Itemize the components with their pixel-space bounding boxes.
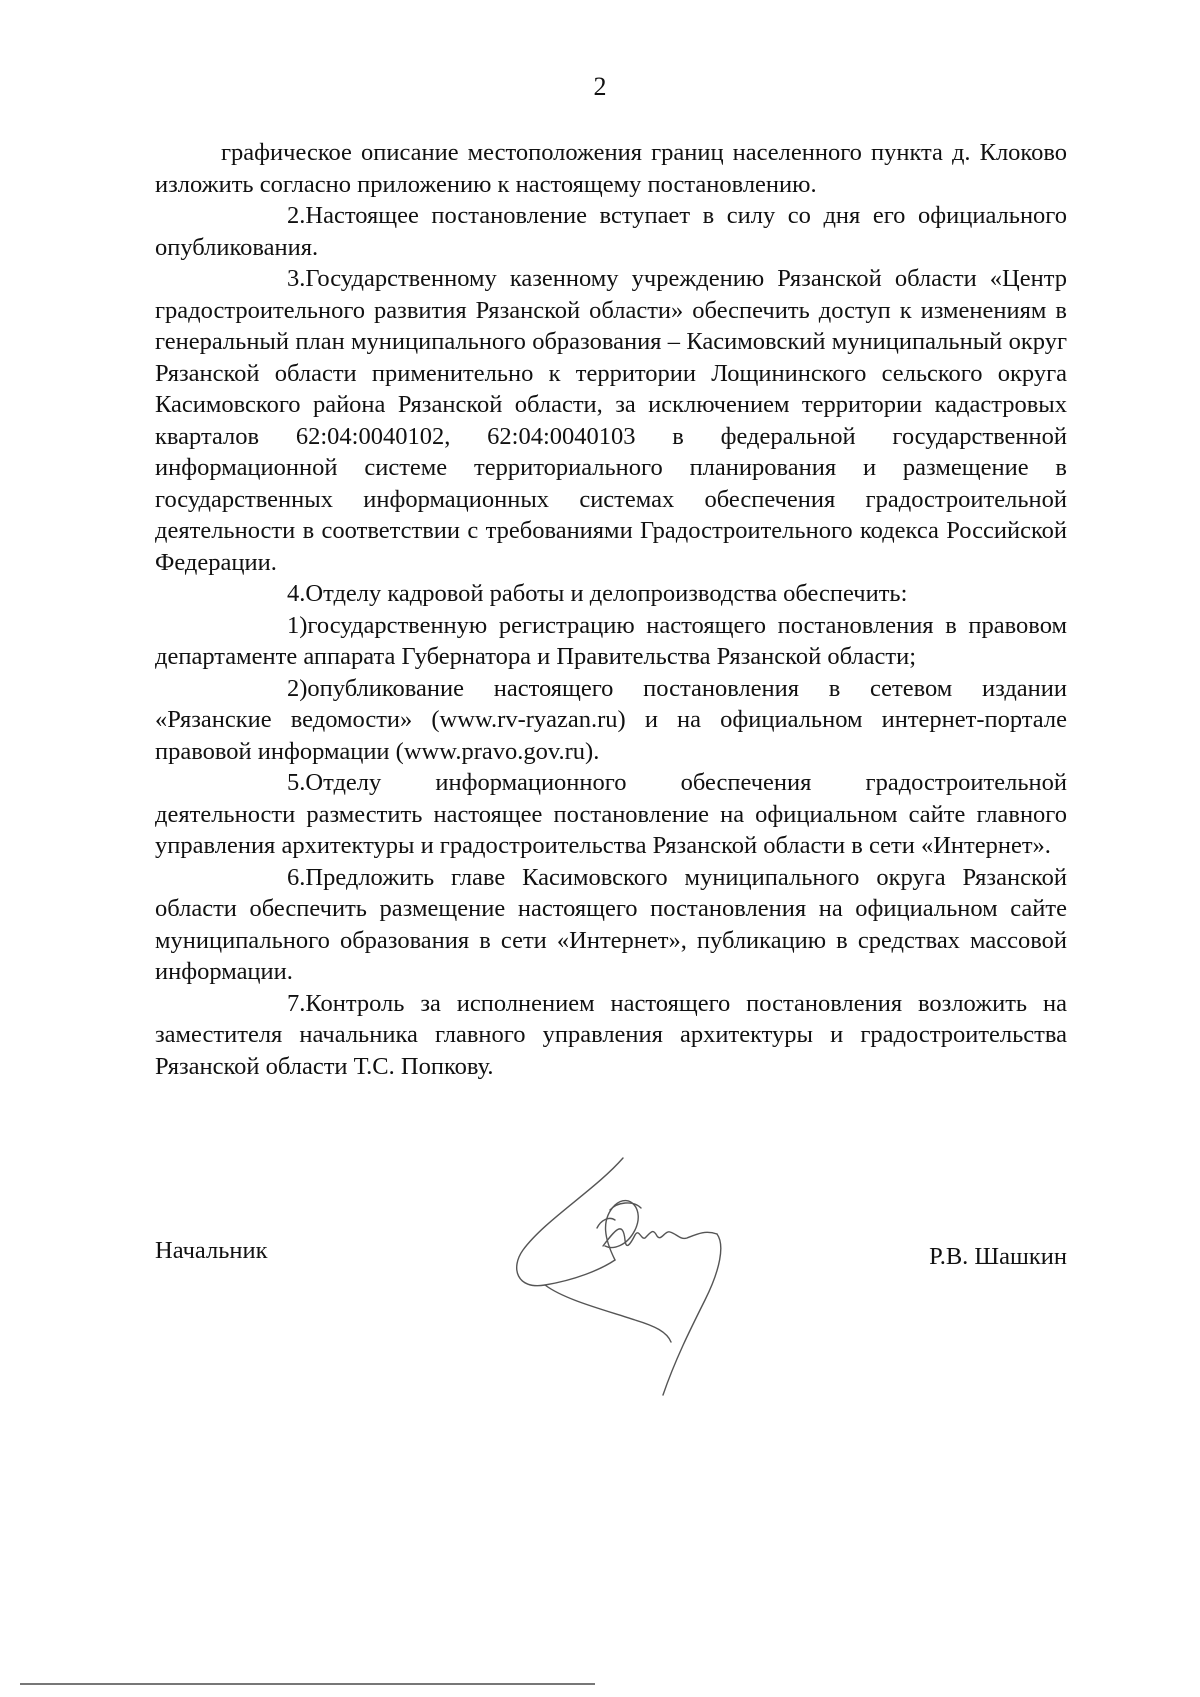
paragraph-text: Отделу информационного обеспечения градостроительной деятельности разместить настоящее постановление на официальном сайте главного управления архитектуры и градостроительства Рязанской области в сети «Интернет». — [155, 769, 1067, 859]
paragraph-4 — [155, 578, 1067, 610]
paragraph-5 — [155, 767, 1067, 862]
subparagraph-1 — [155, 610, 1067, 673]
paragraph-text: Настоящее постановление вступает в силу со дня его официального опубликования. — [155, 202, 1067, 261]
paragraph-number: 2. — [287, 202, 306, 229]
page-bottom-rule — [20, 1683, 595, 1685]
paragraph-7 — [155, 988, 1067, 1083]
signatory-name: Р.В. Шашкин — [929, 1243, 1067, 1270]
paragraph-number: 1) — [287, 611, 308, 639]
handwritten-signature — [505, 1150, 785, 1410]
paragraph-text: Предложить главе Касимовского муниципального округа Рязанской области обеспечить размещение настоящего постановления на официальном сайте муниципального образования в сети «Интернет», публикацию в средствах массовой информации. — [155, 863, 1067, 985]
paragraph-number: 3. — [287, 265, 306, 292]
paragraph-number: 4. — [287, 580, 306, 607]
paragraph-2 — [155, 200, 1067, 263]
paragraph-number: 6. — [287, 863, 306, 891]
paragraph-text: государственную регистрацию настоящего постановления в правовом департаменте аппарата Губернатора и Правительства Рязанской области; — [155, 611, 1067, 670]
paragraph-number: 2) — [287, 674, 308, 702]
signature-block — [155, 1237, 1067, 1277]
document-body — [155, 137, 1067, 1082]
signatory-title: Начальник — [155, 1237, 268, 1264]
paragraph-number: 5. — [287, 769, 306, 796]
paragraph-number: 7. — [287, 989, 306, 1017]
page-number: 2 — [593, 72, 607, 101]
paragraph-text: Отделу кадровой работы и делопроизводства обеспечить: — [305, 580, 908, 607]
paragraph-6 — [155, 862, 1067, 988]
paragraph-text: опубликование настоящего постановления в сетевом издании «Рязанские ведомости» (www.rv-ryazan.ru) и на официальном интернет-портале правовой информации (www.pravo.gov.ru). — [155, 674, 1067, 765]
paragraph-1-continuation: графическое описание местоположения границ населенного пункта д. Клоково изложить согласно приложению к настоящему постановлению. — [155, 139, 1067, 198]
paragraph-3 — [155, 263, 1067, 578]
paragraph-text: Контроль за исполнением настоящего постановления возложить на заместителя начальника главного управления архитектуры и градостроительства Рязанской области Т.С. Попкову. — [155, 989, 1067, 1080]
paragraph-text: Государственному казенному учреждению Рязанской области «Центр градостроительного развития Рязанской области» обеспечить доступ к изменениям в генеральный план муниципального образования – Касимовский муниципальный округ Рязанской области применительно к территории Лощининского сельского округа Касимовского района Рязанской области, за исключением территории кадастровых кварталов 62:04:0040102, 62:04:0040103 в федеральной государственной информационной системе территориального планирования и размещение в государственных информационных системах обеспечения градостроительной деятельности в соответствии с требованиями Градостроительного кодекса Российской Федерации. — [155, 265, 1067, 576]
subparagraph-2 — [155, 673, 1067, 768]
